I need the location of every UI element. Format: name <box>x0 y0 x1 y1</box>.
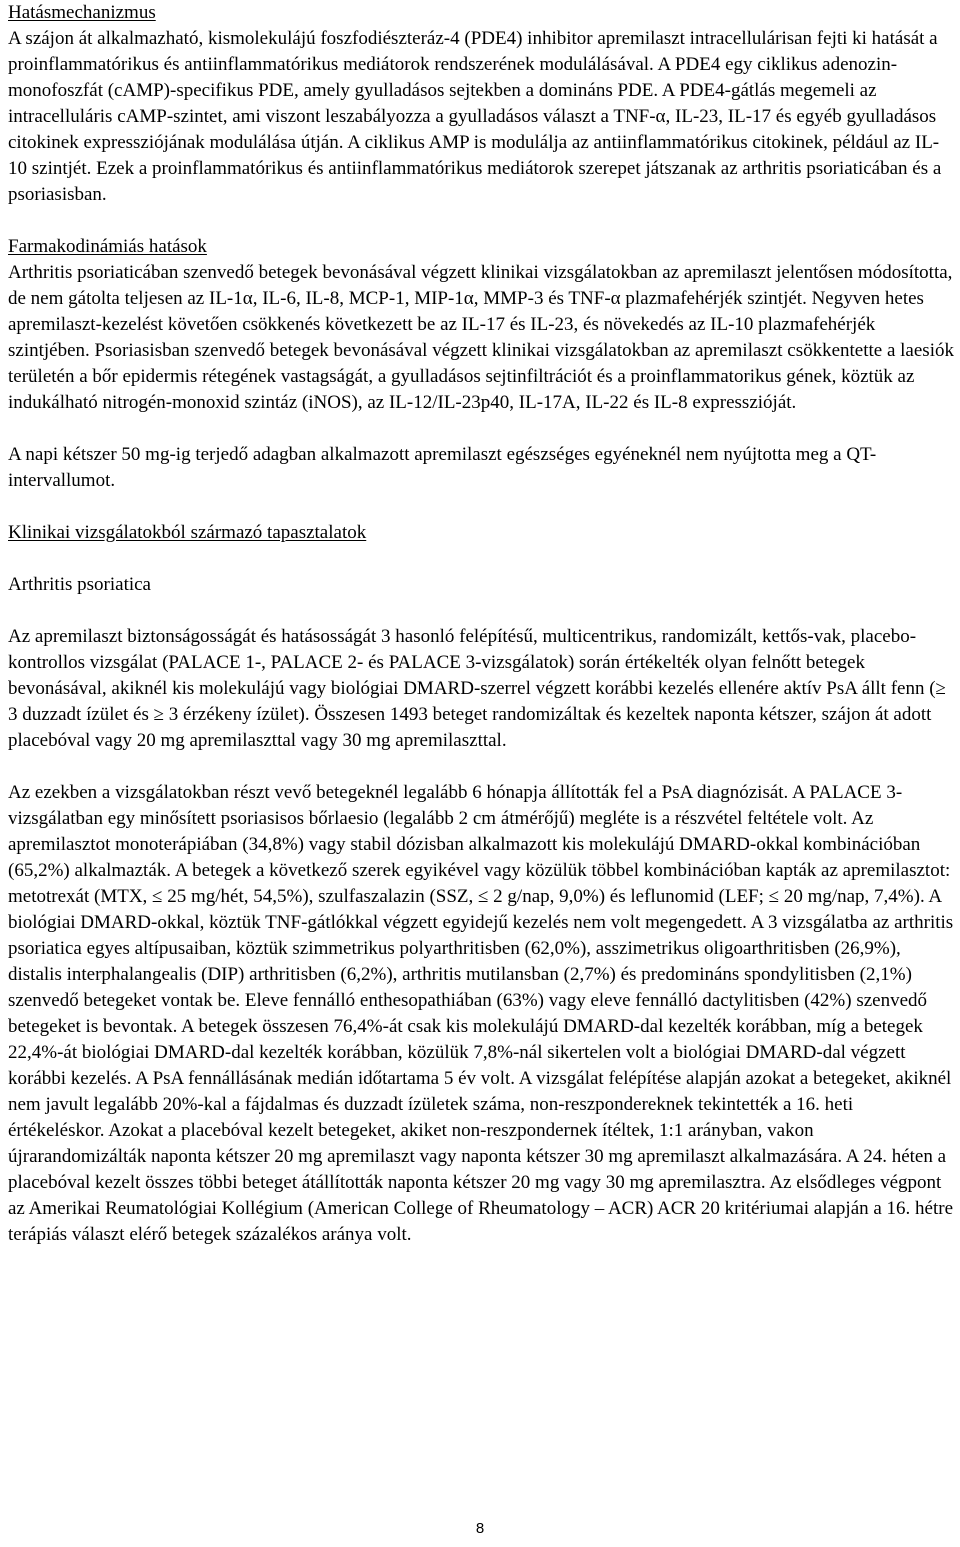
spacer <box>8 546 954 572</box>
mechanism-heading: Hatásmechanizmus <box>8 2 156 23</box>
pharmacodynamics-paragraph: Arthritis psoriaticában szenvedő betegek bevonásával végzett klinikai vizsgálatokban az apremilaszt jelentősen módosította, de nem gátolta teljesen az IL-1α, IL-6, IL-8, MCP-1, MIP-1α, MMP-3 és TNF-α plazmafehérjék szintjét. Negyven hetes apremilaszt-kezelést követően csökkenés következett be az IL-17 és IL-23, és növekedés az IL-10 plazmafehérjék szintjében. Psoriasisban szenvedő betegek bevonásával végzett klinikai vizsgálatokban az apremilaszt csökkentette a laesiók területén a bőr epidermis rétegének vastagságát, a gyulladásos sejtinfiltrációt és a proinflammatorikus gének, köztük az indukálható nitrogén-monoxid szintáz (iNOS), az IL-12/IL-23p40, IL-17A, IL-22 és IL-8 expresszióját. <box>8 262 954 413</box>
mechanism-section <box>8 0 954 208</box>
pharmacodynamics-section <box>8 234 954 494</box>
clinical-heading: Klinikai vizsgálatokból származó tapasztalatok <box>8 522 367 543</box>
document-page <box>8 0 954 1248</box>
spacer <box>8 416 954 442</box>
clinical-section <box>8 520 954 1248</box>
spacer <box>8 208 954 234</box>
clinical-paragraph-2: Az ezekben a vizsgálatokban részt vevő betegeknél legalább 6 hónapja állították fel a PsA diagnózisát. A PALACE 3-vizsgálatban egy minősített psoriasisos bőrlaesio (legalább 2 cm átmérőjű) megléte is a részvétel feltétele volt. Az apremilasztot monoterápiában (34,8%) vagy stabil dózisban alkalmazott kis molekulájú DMARD-okkal kombinációban (65,2%) alkalmazták. A betegek a következő szerek egyikével vagy közülük többel kombinációban kapták az apremilasztot: metotrexát (MTX, ≤ 25 mg/hét, 54,5%), szulfaszalazin (SSZ, ≤ 2 g/nap, 9,0%) és leflunomid (LEF; ≤ 20 mg/nap, 7,4%). A biológiai DMARD-okkal, köztük TNF-gátlókkal végzett egyidejű kezelés nem volt megengedett. A 3 vizsgálatba az arthritis psoriatica egyes altípusaiban, köztük szimmetrikus polyarthritisben (62,0%), asszimetrikus oligoarthritisben (26,9%), distalis interphalangealis (DIP) arthritisben (6,2%), arthritis mutilansban (2,7%) és predomináns spondylitisben (2,1%) szenvedő betegeket vontak be. Eleve fennálló enthesopathiában (63%) vagy eleve fennálló dactylitisben (42%) szenvedő betegeket is bevontak. A betegek összesen 76,4%-át csak kis molekulájú DMARD-dal kezelték korábban, míg a betegek 22,4%-át biológiai DMARD-dal kezelték korábban, közülük 7,8%-nál sikertelen volt a biológiai DMARD-dal végzett korábbi kezelés. A PsA fennállásának medián időtartama 5 év volt. A vizsgálat felépítése alapján azokat a betegeket, akiknél nem javult legalább 20%-kal a fájdalmas és duzzadt ízületek száma, non-reszpondereknek tekintették a 16. heti értékeléskor. Azokat a placebóval kezelt betegeket, akiket non-reszpondernek ítéltek, 1:1 arányban, vakon újrarandomizálták naponta kétszer 20 mg apremilaszt vagy naponta kétszer 30 mg apremilaszt alkalmazására. A 24. héten a placebóval kezelt összes többi beteget átállították naponta kétszer 20 mg vagy 30 mg apremilasztra. Az elsődleges végpont az Amerikai Reumatológiai Kollégium (American College of Rheumatology – ACR) ACR 20 kritériumai alapján a 16. hétre terápiás választ elérő betegek százalékos aránya volt. <box>8 782 954 1245</box>
mechanism-paragraph: A szájon át alkalmazható, kismolekulájú foszfodiészteráz-4 (PDE4) inhibitor apremilaszt intracellulárisan fejti ki hatását a proinflammatórikus és antiinflammatórikus mediátorok rendszerének modulálásával. A PDE4 egy ciklikus adenozin-monofoszfát (cAMP)-specifikus PDE, amely gyulladásos sejtekben a domináns PDE. A PDE4-gátlás megemeli az intracelluláris cAMP-szintet, ami viszont leszabályozza a gyulladásos választ a TNF-α, IL-23, IL-17 és egyéb gyulladásos citokinek expressziójának modulálása útján. A ciklikus AMP is modulálja az antiinflammatórikus citokinek, például az IL-10 szintjét. Ezek a proinflammatórikus és antiinflammatórikus mediátorok szerepet játszanak az arthritis psoriaticában és a psoriasisban. <box>8 28 942 205</box>
qt-interval-paragraph: A napi kétszer 50 mg-ig terjedő adagban alkalmazott apremilaszt egészséges egyéneknél nem nyújtotta meg a QT-intervallumot. <box>8 444 877 491</box>
pharmacodynamics-heading: Farmakodinámiás hatások <box>8 236 207 257</box>
clinical-paragraph-1: Az apremilaszt biztonságosságát és hatásosságát 3 hasonló felépítésű, multicentrikus, randomizált, kettős-vak, placebo-kontrollos vizsgálat (PALACE 1-, PALACE 2- és PALACE 3-vizsgálatok) során értékelték olyan felnőtt betegek bevonásával, akiknél kis molekulájú vagy biológiai DMARD-szerrel végzett korábbi kezelés ellenére aktív PsA állt fenn (≥ 3 duzzadt ízület és ≥ 3 érzékeny ízület). Összesen 1493 beteget randomizáltak és kezeltek naponta kétszer, szájon át adott placebóval vagy 20 mg apremilaszttal vagy 30 mg apremilaszttal. <box>8 626 946 751</box>
spacer <box>8 494 954 520</box>
page-number: 8 <box>475 1520 485 1537</box>
spacer <box>8 754 954 780</box>
clinical-subheading: Arthritis psoriatica <box>8 574 151 595</box>
spacer <box>8 598 954 624</box>
